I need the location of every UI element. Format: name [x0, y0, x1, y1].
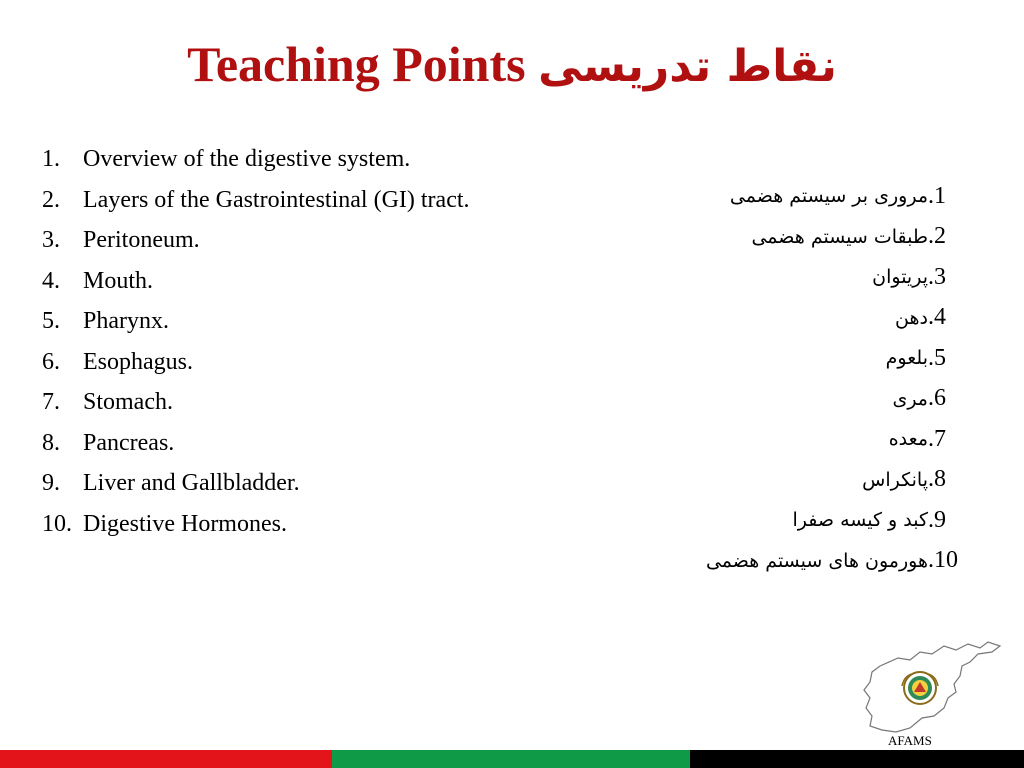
- item-number: 1.: [42, 146, 60, 172]
- item-text: Esophagus.: [83, 348, 193, 375]
- item-number: 3.: [42, 227, 60, 253]
- item-number: .5: [928, 344, 946, 371]
- item-number: 4.: [42, 267, 60, 294]
- list-item: [560, 257, 980, 298]
- item-number: .8: [928, 466, 946, 493]
- list-item: [560, 460, 980, 501]
- list-item: [42, 345, 512, 379]
- list-item: [560, 338, 980, 379]
- item-number: .1: [928, 182, 946, 209]
- item-text: Stomach.: [83, 389, 173, 415]
- list-item: [560, 500, 980, 541]
- list-item: [560, 541, 980, 582]
- list-item: [42, 223, 512, 257]
- list-item: [560, 298, 980, 339]
- list-item: [42, 507, 512, 541]
- item-number: .4: [928, 304, 946, 331]
- item-text: Liver and Gallbladder.: [83, 470, 300, 496]
- item-text: دهن: [895, 306, 928, 329]
- list-item: [560, 217, 980, 258]
- slide-title: [0, 34, 1024, 97]
- item-text: Pancreas.: [83, 429, 175, 456]
- item-text: کبد و کیسه صفرا: [792, 509, 928, 532]
- item-number: 5.: [42, 308, 60, 334]
- list-item: [42, 304, 512, 338]
- persian-list: [560, 176, 980, 581]
- item-text: Layers of the Gastrointestinal (GI) tract.: [83, 186, 470, 213]
- footer-bar-red: [0, 750, 332, 768]
- list-item: [560, 176, 980, 217]
- item-text: Pharynx.: [83, 308, 169, 334]
- item-text: مری: [892, 387, 928, 410]
- item-number: .10: [928, 547, 958, 574]
- item-number: 9.: [42, 470, 60, 496]
- list-item: [42, 466, 512, 500]
- list-item: [42, 183, 512, 217]
- item-number: .2: [928, 223, 946, 250]
- item-number: 6.: [42, 348, 60, 375]
- item-text: Peritoneum.: [83, 227, 200, 253]
- footer-label: AFAMS: [888, 733, 932, 748]
- item-text: معده: [888, 428, 928, 451]
- english-list: [42, 142, 512, 547]
- title-english: Teaching Points: [187, 36, 526, 92]
- item-text: پریتوان: [872, 266, 928, 289]
- item-text: هورمون های سیستم هضمی: [705, 549, 928, 572]
- footer-bar-green: [332, 750, 690, 768]
- item-number: .3: [928, 263, 946, 290]
- item-text: طبقات سیستم هضمی: [751, 225, 928, 248]
- item-text: Overview of the digestive system.: [83, 146, 411, 172]
- item-text: بلعوم: [885, 347, 928, 370]
- item-number: 8.: [42, 429, 60, 456]
- item-text: مروری بر سیستم هضمی: [729, 185, 928, 208]
- item-text: پانکراس: [862, 468, 928, 491]
- item-number: .9: [928, 506, 946, 533]
- list-item: [42, 142, 512, 176]
- list-item: [560, 379, 980, 420]
- list-item: [560, 419, 980, 460]
- item-text: Mouth.: [83, 267, 154, 294]
- title-persian: نقاط تدریسی: [538, 41, 837, 92]
- item-number: 7.: [42, 389, 60, 415]
- list-item: [42, 426, 512, 460]
- item-number: 10.: [42, 510, 72, 537]
- item-number: .6: [928, 385, 946, 412]
- item-number: .7: [928, 425, 946, 452]
- item-number: 2.: [42, 186, 60, 213]
- list-item: [42, 385, 512, 419]
- footer-bar-black: [690, 750, 1024, 768]
- list-item: [42, 264, 512, 298]
- afghanistan-map-logo-icon: [858, 636, 1002, 738]
- item-text: Digestive Hormones.: [83, 510, 287, 537]
